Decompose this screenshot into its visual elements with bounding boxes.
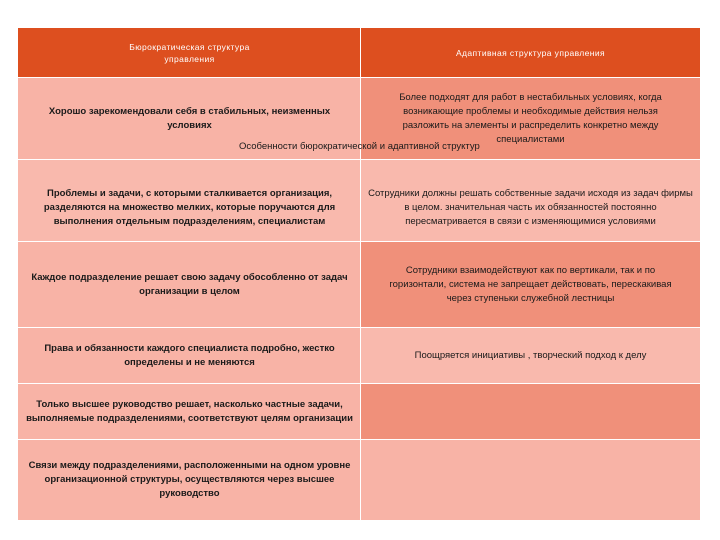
header-bureaucratic-text: Бюрократическая структура управления <box>129 41 250 64</box>
row-4-left <box>18 328 361 384</box>
row-6-left <box>18 440 361 520</box>
row-2-right-text: Сотрудники должны решать собственные задачи исходя из задач фирмы в целом. значительная часть их обязанностей постоянно пересматривается в связи с изменяющимися условиями <box>368 188 693 227</box>
row-4-right-text: Поощряется инициативы , творческий подход к делу <box>414 350 647 362</box>
header-adaptive-text: Адаптивная структура управления <box>455 47 606 58</box>
row-divider <box>18 383 700 384</box>
row-4-right <box>361 328 700 384</box>
row-5-left-text: Только высшее руководство решает, насколько частные задачи, выполняемые подразделениями, соответствуют целям организации <box>26 399 353 424</box>
row-6-left-text: Связи между подразделениями, расположенными на одном уровне организационной структуры, осуществляются через высшее руководство <box>28 460 351 499</box>
row-3-left <box>18 242 361 328</box>
row-3-right-text: Сотрудники взаимодействуют как по вертикали, так и по горизонтали, система не запрещает действовать, перескакивая через ступеньки служебной лестницы <box>389 265 672 304</box>
row-divider <box>18 327 700 328</box>
row-2-left-text: Проблемы и задачи, с которыми сталкивается организация, разделяются на множество мелких, которые поручаются для выполнения отдельным подразделениям, специалистам <box>43 188 336 227</box>
row-4-left-text: Права и обязанности каждого специалиста подробно, жестко определены и не меняются <box>44 343 335 368</box>
header-bureaucratic <box>18 28 361 78</box>
row-divider <box>18 77 700 78</box>
column-divider <box>360 28 361 520</box>
row-6-right <box>361 440 700 520</box>
comparison-table <box>18 28 700 520</box>
row-2-left <box>18 160 361 242</box>
row-2-right <box>361 160 700 242</box>
row-5-left <box>18 384 361 440</box>
header-adaptive <box>361 28 700 78</box>
row-3-right <box>361 242 700 328</box>
row-1-right-text: Более подходят для работ в нестабильных условиях, когда возникающие проблемы и необходимые действия нельзя разложить на элементы и распределить конкретно между специалистами <box>399 92 662 145</box>
row-divider <box>18 241 700 242</box>
overlay-title: Особенности бюрократической и адаптивной структур <box>239 141 480 152</box>
row-5-right <box>361 384 700 440</box>
row-divider <box>18 159 700 160</box>
row-1-left-text: Хорошо зарекомендовали себя в стабильных, неизменных условиях <box>48 106 331 131</box>
row-divider <box>18 439 700 440</box>
row-3-left-text: Каждое подразделение решает свою задачу обособленно от задач организации в целом <box>31 272 348 297</box>
